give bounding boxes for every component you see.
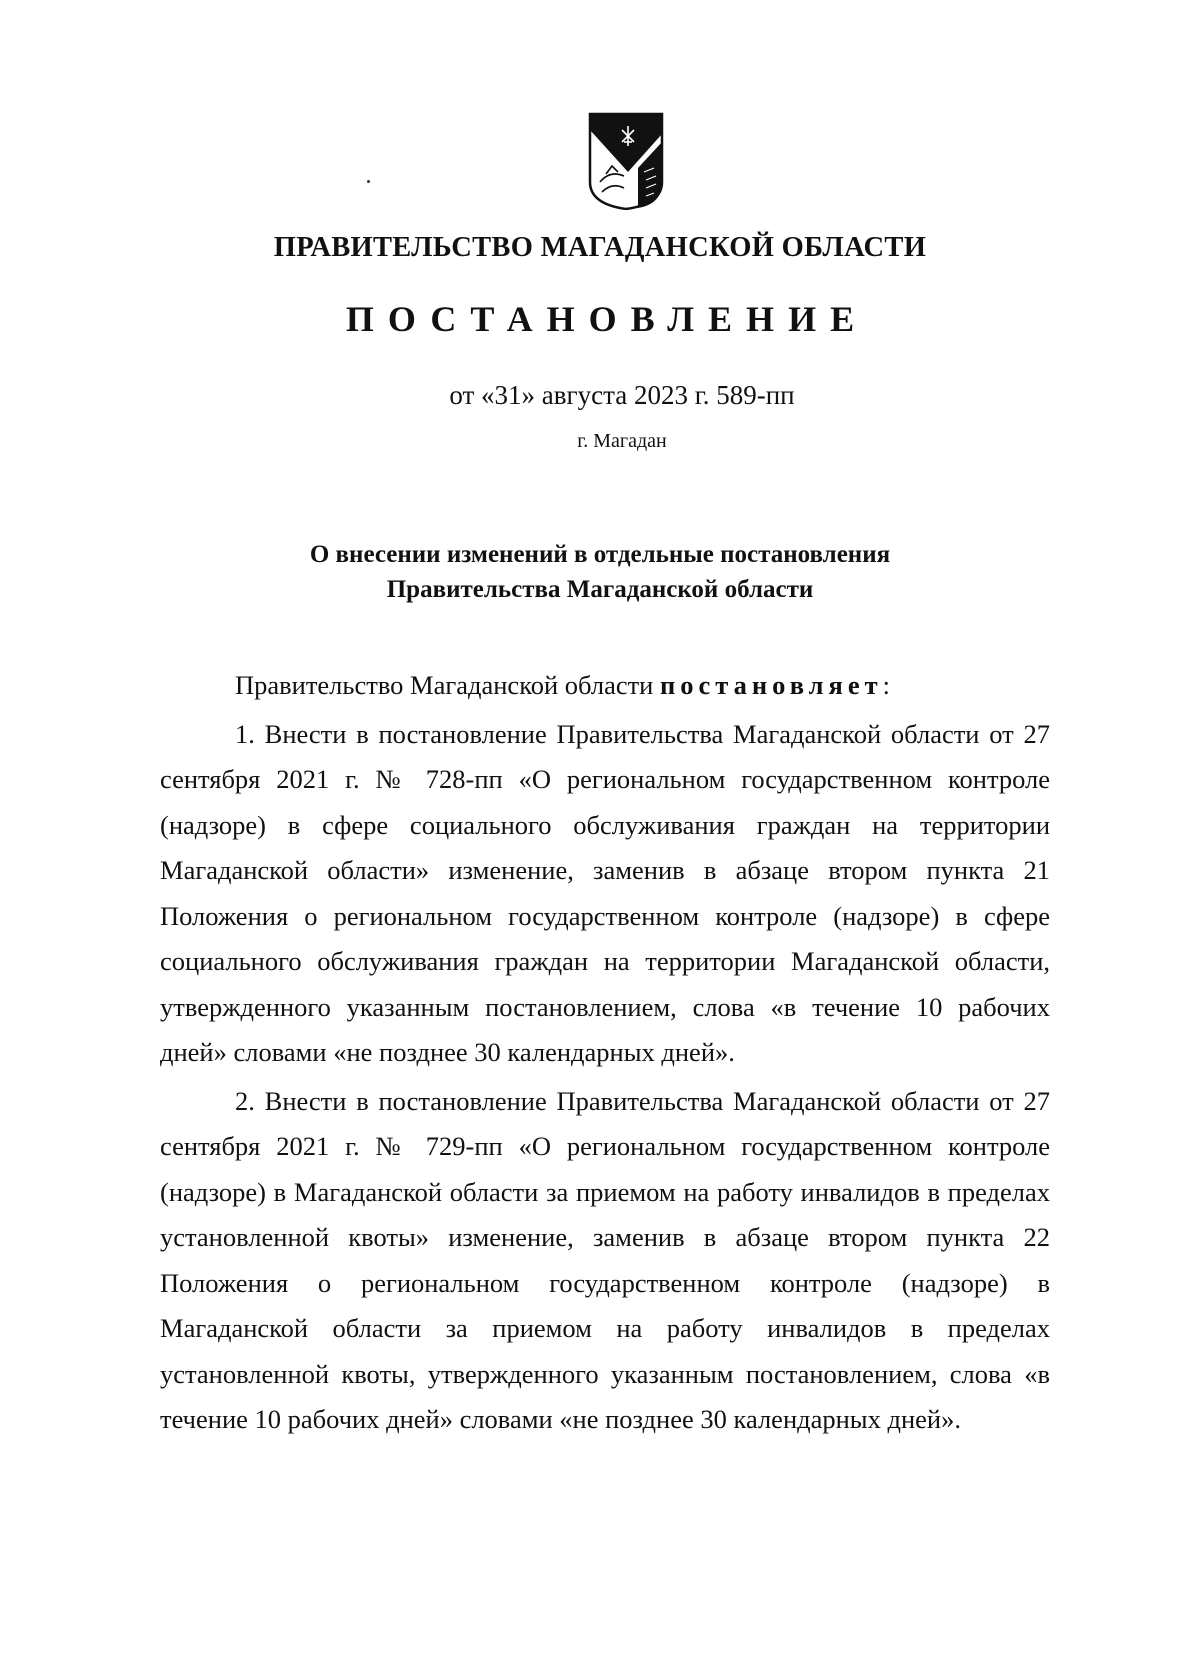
- intro-suffix: :: [882, 670, 891, 700]
- intro-paragraph: [160, 663, 1050, 709]
- date-number-line: от «31» августа 2023 г. 589-пп: [449, 380, 795, 410]
- item-2-paragraph: 2. Внести в постановление Правительства Магаданской области от 27 сентября 2021 г. № 729-пп «О региональном государственном контроле (надзоре) в Магаданской области за приемом на работу инвалидов в пределах установленной квоты» изменение, заменив в абзаце втором пункта 22 Положения о региональном государственном контроле (надзоре) в Магаданской области за приемом на работу инвалидов в пределах установленной квоты, утвержденного указанным постановлением, слова «в течение 10 рабочих дней» словами «не позднее 30 календарных дней».: [160, 1085, 1050, 1434]
- intro-prefix: Правительство Магаданской области: [235, 670, 660, 700]
- city: г. Магадан: [577, 430, 667, 452]
- item-1-paragraph: 1. Внести в постановление Правительства Магаданской области от 27 сентября 2021 г. № 728-пп «О региональном государственном контроле (надзоре) в сфере социального обслуживания граждан на территории Магаданской области» изменение, заменив в абзаце втором пункта 21 Положения о региональном государственном контроле (надзоре) в сфере социального обслуживания граждан на территории Магаданской области, утвержденного указанным постановлением, слова «в течение 10 рабочих дней» словами «не позднее 30 календарных дней».: [160, 718, 1050, 1067]
- subject-line-1: О внесении изменений в отдельные постановления: [309, 541, 891, 568]
- coat-of-arms-icon: [588, 112, 664, 210]
- document-type: ПОСТАНОВЛЕНИЕ: [345, 299, 869, 339]
- document-subject: [0, 537, 1200, 607]
- intro-verb: постановляет: [659, 670, 883, 700]
- document-body: [160, 663, 1050, 1443]
- scan-speck: [367, 180, 370, 183]
- subject-line-2: Правительства Магаданской области: [386, 576, 814, 603]
- government-title: ПРАВИТЕЛЬСТВО МАГАДАНСКОЙ ОБЛАСТИ: [273, 232, 927, 263]
